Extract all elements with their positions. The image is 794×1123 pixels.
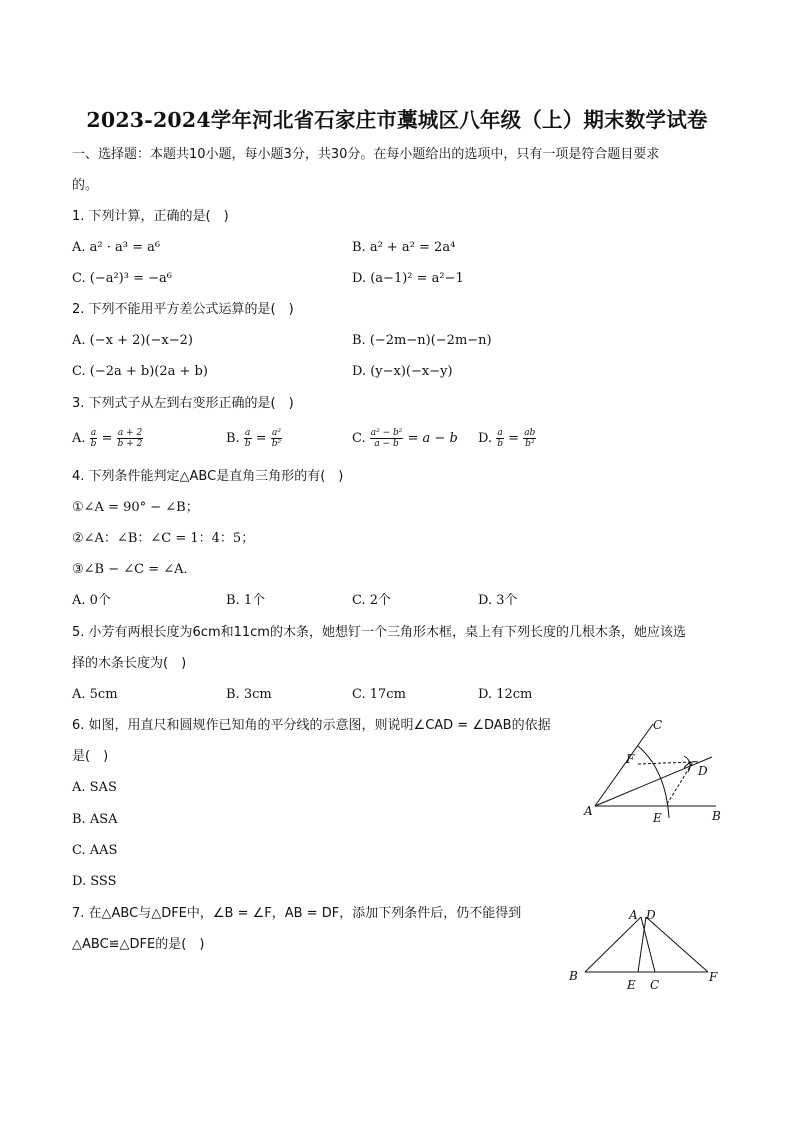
question-6-option-a: A. SAS [72, 780, 117, 795]
question-2-option-c: C. (−2a + b)(2a + b) [72, 364, 208, 379]
question-4-condition-1: ①∠A = 90° − ∠B； [72, 500, 199, 515]
question-1-stem: 1. 下列计算，正确的是( ) [72, 209, 229, 224]
question-1-option-c: C. (−a²)³ = −a⁶ [72, 271, 172, 286]
fraction: $\frac{a}{b}$ [244, 428, 251, 449]
fraction: $\frac{\text{a² − b²}}{a - b}$ [370, 428, 403, 449]
equals-sign: = [101, 431, 113, 446]
question-3-option-b [226, 428, 282, 449]
figure-label-c: C [650, 978, 660, 992]
question-6-stem-line1: 6. 如图，用直尺和圆规作已知角的平分线的示意图，则说明∠CAD = ∠DAB的依据 [72, 718, 551, 733]
question-5-option-b: B. 3cm [226, 687, 272, 702]
figure-label-c: C [653, 718, 663, 732]
figure-label-d: D [698, 764, 708, 778]
option-label: C. [352, 431, 366, 446]
equals-sign: = [508, 431, 520, 446]
figure-label-a: A [584, 804, 593, 818]
option-rhs: = a − b [407, 431, 458, 446]
question-2-stem: 2. 下列不能用平方差公式运算的是( ) [72, 302, 294, 317]
section-heading-line2: 的。 [72, 178, 99, 193]
question-4-condition-3: ③∠B − ∠C = ∠A． [72, 562, 197, 577]
question-1-option-d: D. (a−1)² = a²−1 [352, 271, 464, 286]
question-6-option-b: B. ASA [72, 812, 118, 827]
question-6-option-c: C. AAS [72, 843, 118, 858]
question-4-option-b: B. 1个 [226, 593, 266, 608]
question-5-stem-line2: 择的木条长度为( ) [72, 656, 187, 671]
question-5-option-c: C. 17cm [352, 687, 406, 702]
question-6-option-d: D. SSS [72, 874, 117, 889]
question-5-option-a: A. 5cm [72, 687, 118, 702]
question-6-stem-line2: 是( ) [72, 749, 109, 764]
question-4-option-d: D. 3个 [478, 593, 518, 608]
fraction: $\frac{a}{b}$ [90, 428, 97, 449]
figure-label-b: B [569, 969, 578, 983]
question-5-stem-line1: 5. 小芳有两根长度为6cm和11cm的木条，她想钉一个三角形木框，桌上有下列长度的几根木条，她应该选 [72, 625, 686, 640]
figure-label-e: E [653, 811, 662, 825]
question-1-option-a: A. a² · a³ = a⁶ [72, 240, 161, 255]
question-4-option-a: A. 0个 [72, 593, 111, 608]
fraction: $\frac{\text{a²}}{\text{b²}}$ [271, 428, 282, 449]
question-3-stem: 3. 下列式子从左到右变形正确的是( ) [72, 396, 294, 411]
page-title: 2023-2024学年河北省石家庄市藁城区八年级（上）期末数学试卷 [86, 108, 708, 132]
question-4-stem: 4. 下列条件能判定△ABC是直角三角形的有( ) [72, 469, 344, 484]
question-2-option-b: B. (−2m−n)(−2m−n) [352, 333, 492, 348]
question-5-option-d: D. 12cm [478, 687, 533, 702]
option-label: D. [478, 431, 493, 446]
fraction: $\frac{a + 2}{b + 2}$ [117, 428, 143, 449]
figure-label-f: F [709, 970, 718, 984]
question-4-option-c: C. 2个 [352, 593, 392, 608]
option-label: B. [226, 431, 240, 446]
equals-sign: = [255, 431, 267, 446]
question-2-option-a: A. (−x + 2)(−x−2) [72, 333, 193, 348]
figure-label-f: F [626, 752, 635, 766]
triangles-figure [565, 904, 730, 992]
question-2-option-d: D. (y−x)(−x−y) [352, 364, 453, 379]
figure-label-d: D [646, 908, 656, 922]
fraction: $\frac{ab}{\text{b²}}$ [524, 428, 536, 449]
fraction: $\frac{a}{b}$ [497, 428, 503, 449]
question-4-condition-2: ②∠A：∠B：∠C = 1：4：5； [72, 531, 255, 546]
angle-bisector-figure [580, 712, 730, 830]
question-7-stem-line1: 7. 在△ABC与△DFE中，∠B = ∠F，AB = DF，添加下列条件后，仍不能得到 [72, 906, 522, 921]
figure-label-e: E [627, 978, 636, 992]
option-label: A. [72, 431, 86, 446]
question-3-option-c [352, 428, 458, 449]
figure-label-a: A [629, 908, 638, 922]
question-3-option-d [478, 428, 536, 449]
figure-label-b: B [712, 809, 721, 823]
section-heading-line1: 一、选择题：本题共10小题，每小题3分，共30分。在每小题给出的选项中，只有一项是符合题目要求 [72, 147, 660, 162]
question-7-stem-line2: △ABC≌△DFE的是( ) [72, 937, 205, 952]
question-3-option-a [72, 428, 143, 449]
question-1-option-b: B. a² + a² = 2a⁴ [352, 240, 456, 255]
